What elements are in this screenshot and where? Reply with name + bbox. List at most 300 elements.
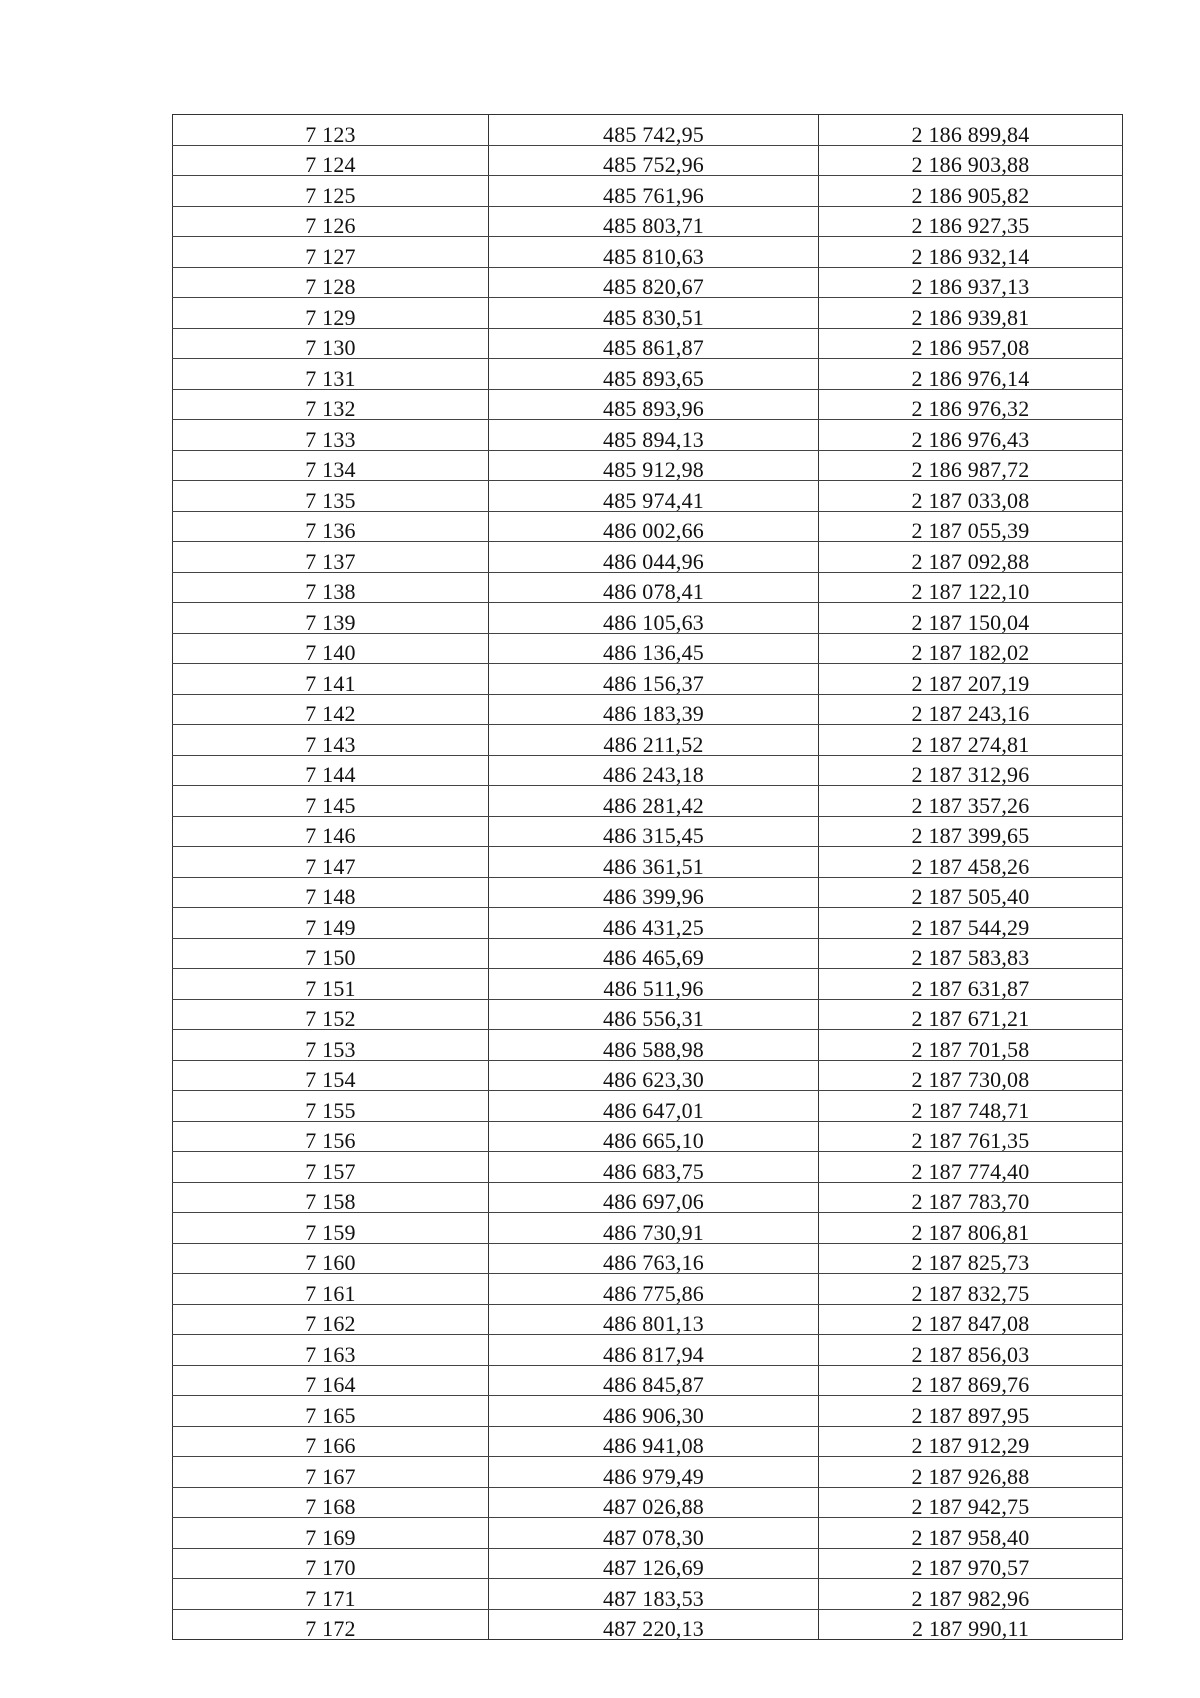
y-coordinate-cell: [819, 1243, 1123, 1274]
point-number-cell: [173, 420, 489, 451]
y-coordinate-text: 2 187 832,75: [911, 1280, 1030, 1306]
x-coordinate-text: 486 431,25: [603, 914, 704, 940]
point-number-text: 7 136: [305, 518, 356, 543]
point-number-text: 7 140: [305, 640, 356, 665]
x-coordinate-cell: [489, 1457, 819, 1488]
y-coordinate-cell: [819, 1030, 1123, 1061]
y-coordinate-cell: [819, 1274, 1123, 1305]
y-coordinate-cell: [819, 267, 1123, 298]
point-number-text: 7 151: [305, 975, 356, 1001]
y-coordinate-cell: [819, 877, 1123, 908]
point-number-cell: [173, 1609, 489, 1640]
y-coordinate-cell: [819, 847, 1123, 878]
x-coordinate-text: 485 974,41: [603, 487, 704, 513]
y-coordinate-cell: [819, 1457, 1123, 1488]
point-number-cell: [173, 633, 489, 664]
table-row: [173, 1365, 1123, 1396]
table-row: [173, 1274, 1123, 1305]
y-coordinate-cell: [819, 542, 1123, 573]
x-coordinate-cell: [489, 542, 819, 573]
x-coordinate-text: 486 281,42: [603, 792, 704, 818]
x-coordinate-text: 486 465,69: [603, 945, 704, 970]
point-number-text: 7 133: [305, 426, 356, 452]
y-coordinate-cell: [819, 206, 1123, 237]
x-coordinate-text: 486 315,45: [603, 823, 704, 848]
point-number-cell: [173, 359, 489, 390]
point-number-text: 7 152: [305, 1006, 356, 1031]
point-number-cell: [173, 450, 489, 481]
y-coordinate-text: 2 186 903,88: [911, 152, 1030, 177]
x-coordinate-text: 485 761,96: [603, 182, 704, 208]
y-coordinate-cell: [819, 450, 1123, 481]
point-number-text: 7 160: [305, 1250, 356, 1275]
y-coordinate-text: 2 186 976,43: [911, 426, 1030, 452]
point-number-text: 7 142: [305, 701, 356, 726]
y-coordinate-cell: [819, 1304, 1123, 1335]
x-coordinate-cell: [489, 1396, 819, 1427]
point-number-text: 7 172: [305, 1616, 356, 1641]
point-number-text: 7 148: [305, 884, 356, 909]
y-coordinate-text: 2 186 976,32: [911, 396, 1030, 421]
table-row: [173, 176, 1123, 207]
table-row: [173, 1243, 1123, 1274]
y-coordinate-cell: [819, 1487, 1123, 1518]
x-coordinate-cell: [489, 1243, 819, 1274]
point-number-cell: [173, 999, 489, 1030]
x-coordinate-cell: [489, 1152, 819, 1183]
y-coordinate-cell: [819, 1365, 1123, 1396]
point-number-text: 7 144: [305, 762, 356, 787]
x-coordinate-text: 485 820,67: [603, 274, 704, 299]
x-coordinate-text: 485 752,96: [603, 152, 704, 177]
x-coordinate-text: 486 556,31: [603, 1006, 704, 1031]
point-number-text: 7 145: [305, 792, 356, 818]
x-coordinate-cell: [489, 389, 819, 420]
point-number-cell: [173, 176, 489, 207]
y-coordinate-text: 2 187 958,40: [911, 1524, 1030, 1550]
y-coordinate-cell: [819, 481, 1123, 512]
y-coordinate-cell: [819, 176, 1123, 207]
x-coordinate-cell: [489, 1274, 819, 1305]
y-coordinate-text: 2 187 312,96: [911, 762, 1030, 787]
x-coordinate-text: 486 763,16: [603, 1250, 704, 1275]
y-coordinate-text: 2 187 869,76: [911, 1372, 1030, 1397]
x-coordinate-cell: [489, 664, 819, 695]
table-row: [173, 328, 1123, 359]
y-coordinate-text: 2 186 976,14: [911, 365, 1030, 391]
point-number-text: 7 131: [305, 365, 356, 391]
y-coordinate-text: 2 187 825,73: [911, 1250, 1030, 1275]
point-number-text: 7 126: [305, 213, 356, 238]
x-coordinate-text: 486 683,75: [603, 1158, 704, 1184]
y-coordinate-cell: [819, 938, 1123, 969]
point-number-cell: [173, 1548, 489, 1579]
x-coordinate-text: 487 026,88: [603, 1494, 704, 1519]
x-coordinate-text: 487 220,13: [603, 1616, 704, 1641]
y-coordinate-text: 2 186 927,35: [911, 213, 1030, 238]
y-coordinate-cell: [819, 1091, 1123, 1122]
point-number-text: 7 139: [305, 609, 356, 635]
table-row: [173, 633, 1123, 664]
point-number-text: 7 124: [305, 152, 356, 177]
y-coordinate-cell: [819, 359, 1123, 390]
y-coordinate-text: 2 187 990,11: [911, 1616, 1030, 1641]
table-row: [173, 877, 1123, 908]
x-coordinate-text: 486 979,49: [603, 1463, 704, 1489]
y-coordinate-cell: [819, 725, 1123, 756]
table-row: [173, 816, 1123, 847]
y-coordinate-text: 2 187 730,08: [911, 1067, 1030, 1092]
y-coordinate-cell: [819, 1152, 1123, 1183]
y-coordinate-cell: [819, 389, 1123, 420]
x-coordinate-cell: [489, 267, 819, 298]
x-coordinate-cell: [489, 237, 819, 268]
point-number-cell: [173, 847, 489, 878]
x-coordinate-text: 486 156,37: [603, 670, 704, 696]
point-number-cell: [173, 298, 489, 329]
x-coordinate-text: 485 861,87: [603, 335, 704, 360]
y-coordinate-cell: [819, 694, 1123, 725]
table-row: [173, 786, 1123, 817]
point-number-cell: [173, 237, 489, 268]
x-coordinate-text: 486 623,30: [603, 1067, 704, 1092]
point-number-cell: [173, 206, 489, 237]
x-coordinate-text: 486 078,41: [603, 579, 704, 604]
y-coordinate-text: 2 187 748,71: [911, 1097, 1030, 1123]
y-coordinate-text: 2 187 783,70: [911, 1189, 1030, 1214]
coordinates-table-body: [173, 115, 1123, 1640]
x-coordinate-cell: [489, 1609, 819, 1640]
x-coordinate-cell: [489, 1579, 819, 1610]
point-number-cell: [173, 816, 489, 847]
y-coordinate-cell: [819, 1609, 1123, 1640]
point-number-text: 7 154: [305, 1067, 356, 1092]
point-number-cell: [173, 115, 489, 146]
point-number-cell: [173, 786, 489, 817]
table-row: [173, 969, 1123, 1000]
y-coordinate-cell: [819, 145, 1123, 176]
y-coordinate-text: 2 187 671,21: [911, 1006, 1030, 1031]
point-number-text: 7 150: [305, 945, 356, 970]
point-number-cell: [173, 877, 489, 908]
point-number-text: 7 167: [305, 1463, 356, 1489]
y-coordinate-text: 2 187 761,35: [911, 1128, 1030, 1153]
x-coordinate-text: 486 801,13: [603, 1311, 704, 1336]
y-coordinate-text: 2 187 505,40: [911, 884, 1030, 909]
point-number-cell: [173, 542, 489, 573]
table-row: [173, 206, 1123, 237]
x-coordinate-text: 486 665,10: [603, 1128, 704, 1153]
y-coordinate-cell: [819, 786, 1123, 817]
y-coordinate-text: 2 187 122,10: [911, 579, 1030, 604]
y-coordinate-text: 2 186 932,14: [911, 243, 1030, 269]
point-number-text: 7 134: [305, 457, 356, 482]
x-coordinate-cell: [489, 633, 819, 664]
y-coordinate-cell: [819, 511, 1123, 542]
point-number-cell: [173, 1182, 489, 1213]
y-coordinate-text: 2 187 182,02: [911, 640, 1030, 665]
point-number-text: 7 163: [305, 1341, 356, 1367]
table-row: [173, 694, 1123, 725]
point-number-text: 7 171: [305, 1585, 356, 1611]
x-coordinate-cell: [489, 511, 819, 542]
y-coordinate-cell: [819, 1396, 1123, 1427]
table-row: [173, 1030, 1123, 1061]
y-coordinate-cell: [819, 298, 1123, 329]
point-number-cell: [173, 511, 489, 542]
y-coordinate-text: 2 187 926,88: [911, 1463, 1030, 1489]
x-coordinate-cell: [489, 450, 819, 481]
x-coordinate-text: 486 511,96: [603, 975, 704, 1001]
table-row: [173, 1548, 1123, 1579]
point-number-text: 7 125: [305, 182, 356, 208]
point-number-text: 7 149: [305, 914, 356, 940]
x-coordinate-text: 486 588,98: [603, 1036, 704, 1062]
point-number-text: 7 155: [305, 1097, 356, 1123]
table-row: [173, 1091, 1123, 1122]
point-number-cell: [173, 1487, 489, 1518]
point-number-cell: [173, 572, 489, 603]
table-row: [173, 542, 1123, 573]
x-coordinate-text: 485 912,98: [603, 457, 704, 482]
x-coordinate-text: 486 906,30: [603, 1402, 704, 1428]
table-row: [173, 1426, 1123, 1457]
y-coordinate-cell: [819, 1060, 1123, 1091]
x-coordinate-cell: [489, 1548, 819, 1579]
y-coordinate-cell: [819, 908, 1123, 939]
point-number-cell: [173, 1243, 489, 1274]
y-coordinate-text: 2 187 970,57: [911, 1555, 1030, 1580]
y-coordinate-cell: [819, 633, 1123, 664]
x-coordinate-cell: [489, 1304, 819, 1335]
x-coordinate-text: 486 817,94: [603, 1341, 704, 1367]
point-number-cell: [173, 481, 489, 512]
x-coordinate-text: 486 136,45: [603, 640, 704, 665]
x-coordinate-cell: [489, 1335, 819, 1366]
y-coordinate-cell: [819, 664, 1123, 695]
point-number-cell: [173, 1426, 489, 1457]
y-coordinate-text: 2 187 544,29: [911, 914, 1030, 940]
table-row: [173, 1457, 1123, 1488]
table-row: [173, 725, 1123, 756]
y-coordinate-cell: [819, 1335, 1123, 1366]
x-coordinate-text: 485 893,96: [603, 396, 704, 421]
x-coordinate-cell: [489, 1213, 819, 1244]
y-coordinate-text: 2 187 458,26: [911, 853, 1030, 879]
x-coordinate-text: 486 775,86: [603, 1280, 704, 1306]
x-coordinate-cell: [489, 816, 819, 847]
point-number-cell: [173, 1518, 489, 1549]
table-row: [173, 145, 1123, 176]
table-row: [173, 1182, 1123, 1213]
x-coordinate-cell: [489, 603, 819, 634]
x-coordinate-cell: [489, 694, 819, 725]
table-row: [173, 1396, 1123, 1427]
y-coordinate-text: 2 187 912,29: [911, 1433, 1030, 1458]
x-coordinate-cell: [489, 969, 819, 1000]
x-coordinate-cell: [489, 1060, 819, 1091]
x-coordinate-text: 487 078,30: [603, 1524, 704, 1550]
x-coordinate-text: 485 742,95: [603, 121, 704, 147]
x-coordinate-cell: [489, 1121, 819, 1152]
x-coordinate-cell: [489, 1030, 819, 1061]
table-row: [173, 1060, 1123, 1091]
y-coordinate-text: 2 187 897,95: [911, 1402, 1030, 1428]
table-row: [173, 115, 1123, 146]
point-number-text: 7 123: [305, 121, 356, 147]
table-row: [173, 237, 1123, 268]
y-coordinate-text: 2 187 701,58: [911, 1036, 1030, 1062]
point-number-cell: [173, 1213, 489, 1244]
x-coordinate-text: 485 893,65: [603, 365, 704, 391]
x-coordinate-text: 485 810,63: [603, 243, 704, 269]
point-number-cell: [173, 725, 489, 756]
table-row: [173, 267, 1123, 298]
y-coordinate-cell: [819, 1548, 1123, 1579]
y-coordinate-cell: [819, 1518, 1123, 1549]
y-coordinate-text: 2 186 937,13: [911, 274, 1030, 299]
table-row: [173, 1487, 1123, 1518]
x-coordinate-text: 486 730,91: [603, 1219, 704, 1245]
table-row: [173, 389, 1123, 420]
y-coordinate-cell: [819, 999, 1123, 1030]
point-number-text: 7 161: [305, 1280, 356, 1306]
table-row: [173, 359, 1123, 390]
point-number-text: 7 137: [305, 548, 356, 574]
table-row: [173, 1121, 1123, 1152]
point-number-cell: [173, 1274, 489, 1305]
y-coordinate-text: 2 187 982,96: [911, 1585, 1030, 1611]
table-row: [173, 938, 1123, 969]
point-number-cell: [173, 1335, 489, 1366]
y-coordinate-text: 2 186 957,08: [911, 335, 1030, 360]
x-coordinate-text: 486 044,96: [603, 548, 704, 574]
point-number-cell: [173, 145, 489, 176]
x-coordinate-text: 486 399,96: [603, 884, 704, 909]
y-coordinate-text: 2 187 092,88: [911, 548, 1030, 574]
y-coordinate-cell: [819, 816, 1123, 847]
x-coordinate-cell: [489, 1487, 819, 1518]
y-coordinate-text: 2 187 274,81: [911, 731, 1030, 757]
point-number-cell: [173, 1060, 489, 1091]
point-number-text: 7 147: [305, 853, 356, 879]
point-number-text: 7 138: [305, 579, 356, 604]
y-coordinate-cell: [819, 1213, 1123, 1244]
y-coordinate-text: 2 187 207,19: [911, 670, 1030, 696]
x-coordinate-cell: [489, 1091, 819, 1122]
x-coordinate-cell: [489, 1426, 819, 1457]
point-number-cell: [173, 1579, 489, 1610]
point-number-text: 7 129: [305, 304, 356, 330]
table-row: [173, 1518, 1123, 1549]
x-coordinate-cell: [489, 786, 819, 817]
point-number-text: 7 166: [305, 1433, 356, 1458]
x-coordinate-cell: [489, 206, 819, 237]
y-coordinate-cell: [819, 1121, 1123, 1152]
table-row: [173, 908, 1123, 939]
y-coordinate-text: 2 187 243,16: [911, 701, 1030, 726]
y-coordinate-cell: [819, 1579, 1123, 1610]
point-number-cell: [173, 938, 489, 969]
y-coordinate-text: 2 187 150,04: [911, 609, 1030, 635]
y-coordinate-text: 2 186 987,72: [911, 457, 1030, 482]
table-row: [173, 1152, 1123, 1183]
point-number-text: 7 130: [305, 335, 356, 360]
point-number-cell: [173, 1365, 489, 1396]
x-coordinate-text: 486 243,18: [603, 762, 704, 787]
table-row: [173, 511, 1123, 542]
y-coordinate-cell: [819, 969, 1123, 1000]
x-coordinate-text: 486 845,87: [603, 1372, 704, 1397]
y-coordinate-cell: [819, 420, 1123, 451]
x-coordinate-cell: [489, 847, 819, 878]
x-coordinate-text: 486 105,63: [603, 609, 704, 635]
point-number-cell: [173, 1457, 489, 1488]
y-coordinate-text: 2 186 899,84: [911, 121, 1030, 147]
table-row: [173, 450, 1123, 481]
y-coordinate-cell: [819, 755, 1123, 786]
x-coordinate-text: 486 647,01: [603, 1097, 704, 1123]
y-coordinate-text: 2 187 055,39: [911, 518, 1030, 543]
y-coordinate-text: 2 186 939,81: [911, 304, 1030, 330]
point-number-text: 7 170: [305, 1555, 356, 1580]
x-coordinate-text: 487 126,69: [603, 1555, 704, 1580]
x-coordinate-cell: [489, 1182, 819, 1213]
point-number-cell: [173, 1091, 489, 1122]
y-coordinate-text: 2 187 847,08: [911, 1311, 1030, 1336]
x-coordinate-cell: [489, 877, 819, 908]
y-coordinate-cell: [819, 1426, 1123, 1457]
x-coordinate-cell: [489, 999, 819, 1030]
y-coordinate-text: 2 186 905,82: [911, 182, 1030, 208]
point-number-text: 7 132: [305, 396, 356, 421]
x-coordinate-text: 486 697,06: [603, 1189, 704, 1214]
x-coordinate-cell: [489, 908, 819, 939]
x-coordinate-text: 485 803,71: [603, 213, 704, 238]
table-row: [173, 603, 1123, 634]
x-coordinate-cell: [489, 938, 819, 969]
table-row: [173, 847, 1123, 878]
table-row: [173, 1335, 1123, 1366]
point-number-cell: [173, 664, 489, 695]
point-number-text: 7 128: [305, 274, 356, 299]
point-number-text: 7 156: [305, 1128, 356, 1153]
x-coordinate-cell: [489, 420, 819, 451]
x-coordinate-text: 486 002,66: [603, 518, 704, 543]
x-coordinate-text: 487 183,53: [603, 1585, 704, 1611]
x-coordinate-cell: [489, 725, 819, 756]
point-number-text: 7 135: [305, 487, 356, 513]
x-coordinate-cell: [489, 298, 819, 329]
point-number-cell: [173, 908, 489, 939]
x-coordinate-cell: [489, 359, 819, 390]
table-row: [173, 481, 1123, 512]
x-coordinate-cell: [489, 481, 819, 512]
point-number-text: 7 157: [305, 1158, 356, 1184]
x-coordinate-cell: [489, 1365, 819, 1396]
point-number-text: 7 164: [305, 1372, 356, 1397]
y-coordinate-cell: [819, 572, 1123, 603]
point-number-text: 7 168: [305, 1494, 356, 1519]
x-coordinate-cell: [489, 176, 819, 207]
y-coordinate-cell: [819, 328, 1123, 359]
y-coordinate-text: 2 187 774,40: [911, 1158, 1030, 1184]
table-row: [173, 1609, 1123, 1640]
point-number-text: 7 143: [305, 731, 356, 757]
point-number-text: 7 141: [305, 670, 356, 696]
y-coordinate-cell: [819, 237, 1123, 268]
y-coordinate-text: 2 187 357,26: [911, 792, 1030, 818]
